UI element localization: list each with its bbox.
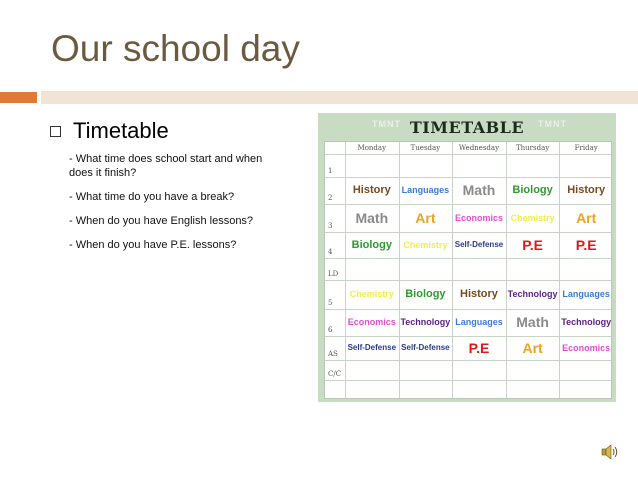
bullet-square-icon	[50, 126, 61, 137]
title-accent-bar	[0, 92, 37, 103]
subject-cell: Chemistry	[349, 289, 394, 299]
period-label: AS	[328, 350, 338, 358]
title-underline-bar	[41, 91, 638, 104]
subject-cell: History	[460, 288, 498, 300]
subject-cell: Biology	[405, 288, 446, 300]
subject-cell: Economics	[347, 317, 396, 327]
subject-cell: Languages	[455, 317, 503, 327]
subject-cell: Math	[355, 210, 389, 226]
day-header: Wednesday	[458, 144, 500, 152]
period-label: 5	[328, 299, 333, 307]
subject-cell: Biology	[351, 239, 392, 251]
period-label: 2	[328, 194, 333, 202]
period-label: 1	[328, 167, 333, 175]
grid-line	[325, 177, 611, 178]
day-header: Monday	[357, 144, 387, 152]
subject-cell: Technology	[561, 317, 612, 327]
period-label: LD	[328, 270, 339, 278]
subject-cell: Languages	[401, 185, 450, 195]
grid-line	[325, 258, 611, 259]
day-header: Tuesday	[410, 144, 441, 152]
grid-line	[325, 336, 611, 337]
subject-cell: Languages	[562, 289, 610, 299]
period-label: 4	[328, 248, 333, 256]
tmnt-logo-right: TMNT	[538, 119, 567, 129]
grid-line	[325, 380, 611, 381]
grid-line	[325, 154, 611, 155]
grid-line	[325, 309, 611, 310]
grid-line	[325, 232, 611, 233]
subject-cell: Biology	[512, 184, 553, 196]
subject-cell: Art	[522, 340, 543, 356]
question-item: - What time does school start and when does it finish?	[69, 153, 263, 179]
tmnt-logo-left: TMNT	[372, 119, 401, 129]
day-header: Thursday	[515, 144, 550, 152]
subject-cell: Technology	[507, 289, 558, 299]
subject-cell: Self-Defense	[454, 240, 504, 249]
timetable-grid	[324, 141, 612, 399]
subject-cell: Math	[516, 314, 549, 330]
subject-cell: Art	[415, 210, 436, 226]
subject-cell: History	[352, 184, 391, 196]
speaker-icon[interactable]	[601, 444, 619, 460]
timetable-image	[318, 113, 616, 402]
grid-line	[325, 204, 611, 205]
subject-cell: Math	[462, 182, 496, 198]
subject-cell: Technology	[400, 317, 451, 327]
grid-line	[613, 142, 614, 398]
timetable-header	[318, 113, 616, 141]
subject-cell: P.E	[522, 237, 543, 253]
subject-cell: Chemistry	[403, 240, 448, 250]
question-item: - What time do you have a break?	[69, 191, 235, 203]
subject-cell: Economics	[454, 213, 503, 223]
timetable-title: TIMETABLE	[409, 117, 525, 137]
subject-cell: History	[567, 184, 606, 196]
subject-cell: P.E	[575, 237, 597, 253]
bullet-heading: Timetable	[73, 118, 169, 143]
subject-cell: Self-Defense	[401, 343, 450, 352]
question-item: - When do you have P.E. lessons?	[69, 239, 237, 251]
grid-line	[325, 360, 611, 361]
grid-line	[325, 280, 611, 281]
period-label: 3	[328, 222, 333, 230]
day-header: Friday	[574, 144, 598, 152]
question-list	[69, 152, 289, 262]
subject-cell: Chemistry	[510, 213, 555, 223]
subject-cell: P.E	[468, 340, 490, 356]
question-item: - When do you have English lessons?	[69, 215, 254, 227]
period-label: C/C	[328, 370, 342, 378]
period-label: 6	[328, 326, 333, 334]
subject-cell: Art	[576, 210, 597, 226]
slide-title: Our school day	[51, 28, 300, 69]
subject-cell: Self-Defense	[347, 343, 397, 352]
subject-cell: Economics	[562, 343, 611, 353]
